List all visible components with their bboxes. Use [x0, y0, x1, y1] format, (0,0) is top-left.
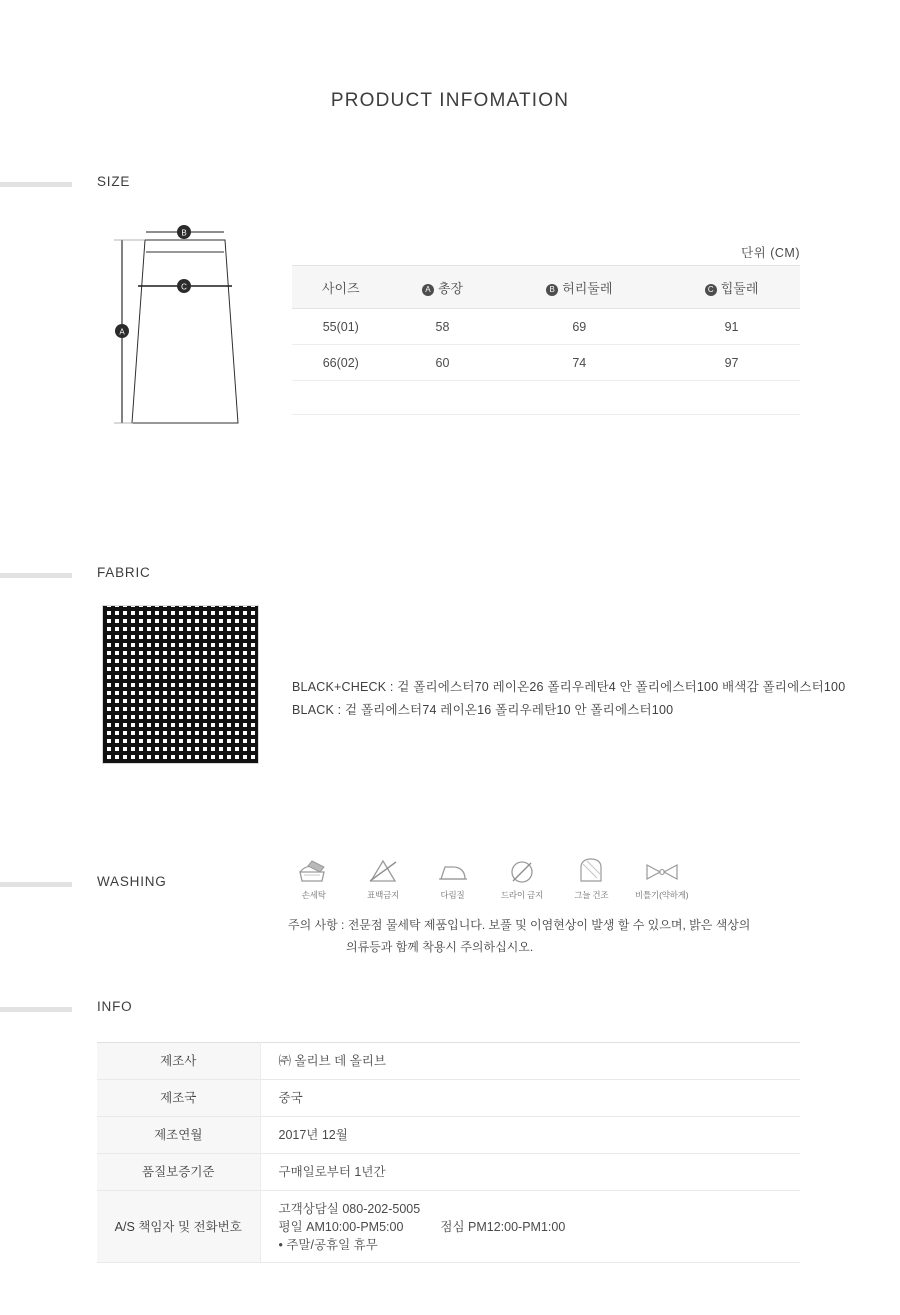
- no-dry-clean-icon: [496, 855, 547, 889]
- washing-caption: 그늘 건조: [574, 890, 609, 900]
- fabric-composition-line-1: BLACK+CHECK : 겉 폴리에스터70 레이온26 폴리우레탄4 안 폴리에스터100 배색감 폴리에스터100: [292, 680, 846, 694]
- info-value-country: 중국: [278, 1091, 303, 1105]
- size-cell-size: 66(02): [292, 345, 390, 381]
- size-col-header-hip: [663, 266, 800, 309]
- info-label-as-contact-line-2: 및 전화번호: [177, 1219, 242, 1234]
- diagram-marker-a: A: [119, 327, 125, 337]
- table-row-empty: [292, 381, 800, 415]
- as-contact-hours: 평일 AM10:00-PM5:00: [278, 1219, 404, 1234]
- houndstooth-check-swatch: [102, 605, 259, 764]
- diagram-marker-b: B: [181, 228, 187, 238]
- page-title: PRODUCT INFOMATION: [330, 90, 570, 111]
- table-row: [97, 1080, 800, 1117]
- info-label-as-contact-line-1: A/S 책임자: [114, 1219, 175, 1234]
- info-value-warranty: 구매일로부터 1년간: [278, 1165, 386, 1179]
- as-contact-lunch: 점심 PM12:00-PM1:00: [440, 1219, 566, 1234]
- marker-c-icon: C: [705, 284, 717, 296]
- section-header-info: [0, 999, 900, 1017]
- washing-caption: 표백금지: [367, 890, 400, 900]
- washing-caption: 드라이 금지: [500, 890, 544, 900]
- size-col-header-waist-label: 허리둘레: [562, 280, 613, 296]
- as-contact-phone: 고객상담실 080-202-5005: [278, 1201, 421, 1216]
- washing-caption: 비틀기(약하게): [635, 890, 689, 900]
- diagram-marker-c: C: [181, 282, 187, 292]
- no-bleach-icon: [357, 855, 408, 889]
- washing-symbol-shade-dry: [566, 855, 617, 910]
- iron-icon: [427, 855, 478, 889]
- info-table: [97, 1042, 800, 1263]
- washing-symbol-iron: [427, 855, 478, 910]
- size-col-header-length-label: 총장: [437, 280, 464, 296]
- info-value-manufacturer: ㈜ 올리브 데 올리브: [278, 1054, 386, 1068]
- size-cell-length: 60: [390, 345, 496, 381]
- washing-note-line-1: 주의 사항 : 전문점 물세탁 제품입니다. 보풀 및 이염현상이 발생 할 수 있으며, 밝은 색상의: [288, 918, 751, 932]
- size-cell-size: 55(01): [292, 309, 390, 345]
- washing-caption: 손세탁: [301, 890, 326, 900]
- info-value-manufacture-date: 2017년 12월: [278, 1128, 348, 1142]
- washing-note-line-2: 의류등과 함께 착용시 주의하십시오.: [346, 940, 534, 954]
- marker-a-icon: A: [422, 284, 434, 296]
- gentle-wring-icon: [635, 855, 688, 889]
- size-cell-waist: 69: [495, 309, 663, 345]
- washing-caption: 다림질: [440, 890, 465, 900]
- info-label-as-contact: [97, 1191, 260, 1263]
- skirt-measurement-diagram: [100, 218, 270, 443]
- section-divider-bar: [0, 882, 72, 887]
- table-row: [97, 1191, 800, 1263]
- size-unit-label: 단위 (CM): [741, 246, 800, 260]
- section-label-fabric: FABRIC: [97, 565, 151, 580]
- section-divider-bar: [0, 1007, 72, 1012]
- size-col-header-waist: [495, 266, 663, 309]
- section-header-fabric: [0, 565, 900, 583]
- info-label-manufacturer: 제조사: [97, 1043, 260, 1080]
- section-divider-bar: [0, 573, 72, 578]
- size-table-header-row: [292, 266, 800, 309]
- table-row: [292, 345, 800, 381]
- size-col-header-size: [292, 266, 390, 309]
- fabric-composition-line-2: BLACK : 겉 폴리에스터74 레이온16 폴리우레탄10 안 폴리에스터100: [292, 703, 674, 717]
- marker-b-icon: B: [546, 284, 558, 296]
- info-label-manufacture-date: 제조연월: [97, 1117, 260, 1154]
- washing-symbol-no-dry-clean: [496, 855, 547, 910]
- size-table: [292, 265, 800, 415]
- size-cell-hip: 91: [663, 309, 800, 345]
- table-row: [97, 1117, 800, 1154]
- info-value-as-contact: [260, 1191, 800, 1263]
- size-cell-length: 58: [390, 309, 496, 345]
- section-label-washing: WASHING: [97, 874, 167, 889]
- info-label-country: 제조국: [97, 1080, 260, 1117]
- size-col-header-size-label: 사이즈: [321, 280, 360, 296]
- size-col-header-length: [390, 266, 496, 309]
- fabric-composition: [292, 676, 872, 722]
- section-label-size: SIZE: [97, 174, 131, 189]
- section-divider-bar: [0, 182, 72, 187]
- table-row: [97, 1154, 800, 1191]
- washing-symbol-hand-wash: [288, 855, 339, 910]
- table-row: [292, 309, 800, 345]
- washing-symbol-gentle-wring: [635, 855, 688, 910]
- size-cell-waist: 74: [495, 345, 663, 381]
- washing-note: [288, 914, 788, 958]
- shade-dry-icon: [566, 855, 617, 889]
- washing-symbols: [288, 855, 688, 910]
- section-label-info: INFO: [97, 999, 133, 1014]
- washing-symbol-no-bleach: [357, 855, 408, 910]
- size-col-header-hip-label: 힙둘레: [720, 280, 759, 296]
- table-row: [97, 1043, 800, 1080]
- hand-wash-icon: [288, 855, 339, 889]
- as-contact-holiday: • 주말/공휴일 휴무: [278, 1237, 378, 1252]
- size-cell-hip: 97: [663, 345, 800, 381]
- info-label-warranty: 품질보증기준: [97, 1154, 260, 1191]
- section-header-size: [0, 174, 900, 192]
